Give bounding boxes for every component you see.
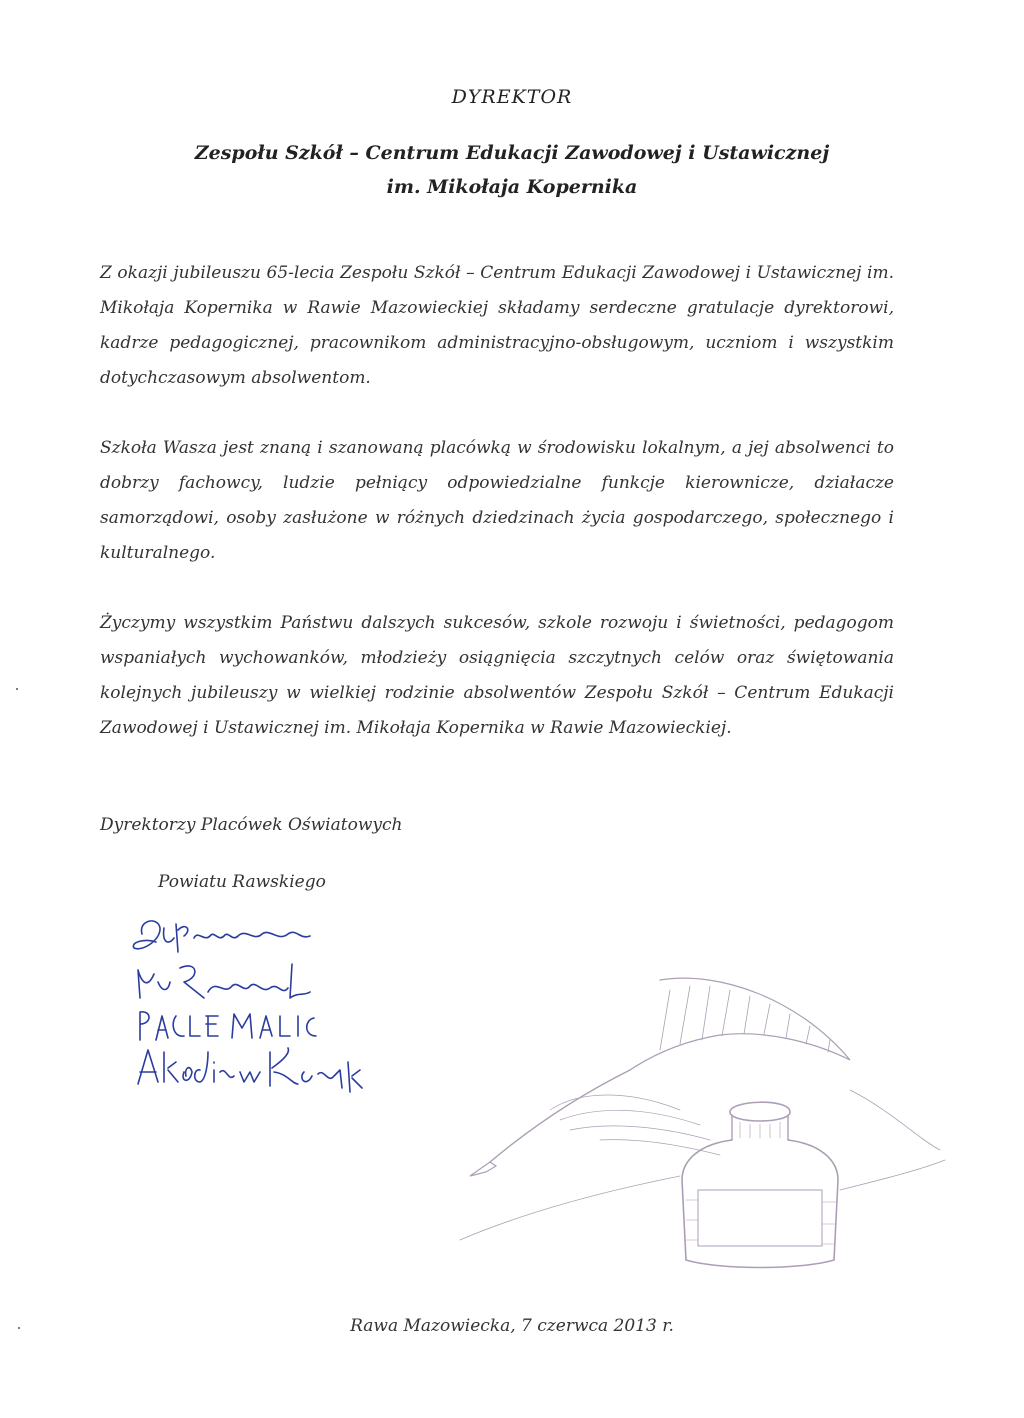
scan-speck bbox=[18, 1327, 20, 1329]
addressee-line-2: im. Mikołaja Kopernika bbox=[386, 176, 638, 198]
body-paragraph-3: Życzymy wszystkim Państwu dalszych sukcesów, szkole rozwoju i świetności, pedagogom wspaniałych wychowanków, młodzieży osiągnięcia szczytnych celów oraz świętowania kolejnych jubileuszy w wielkiej rodzinie absolwentów Zespołu Szkół – Centrum Edukacji Zawodowej i Ustawicznej im. Mikołaja Kopernika w Rawie Mazowieckiej. bbox=[100, 613, 894, 738]
scan-speck bbox=[16, 688, 18, 690]
body-paragraph-2: Szkoła Wasza jest znaną i szanowaną placówką w środowisku lokalnym, a jej absolwenci to dobrzy fachowcy, ludzie pełniący odpowiedzialne funkcje kierownicze, działacze samorządowi, osoby zasłużone w różnych dziedzinach życia gospodarczego, społecznego i kulturalnego. bbox=[100, 438, 894, 563]
quill-and-inkwell-sketch bbox=[430, 940, 950, 1270]
letter-addressee bbox=[0, 136, 1024, 204]
signatory-line-2: Powiatu Rawskiego bbox=[158, 872, 326, 892]
handwritten-signatures bbox=[128, 912, 368, 1097]
place-and-date: Rawa Mazowiecka, 7 czerwca 2013 r. bbox=[350, 1316, 674, 1336]
addressee-line-1: Zespołu Szkół – Centrum Edukacji Zawodowej i Ustawicznej bbox=[194, 142, 830, 164]
letter-title: DYREKTOR bbox=[451, 86, 573, 108]
signatory-line-1: Dyrektorzy Placówek Oświatowych bbox=[100, 815, 403, 835]
body-paragraph-1: Z okazji jubileuszu 65-lecia Zespołu Szkół – Centrum Edukacji Zawodowej i Ustawicznej im. Mikołaja Kopernika w Rawie Mazowieckiej składamy serdeczne gratulacje dyrektorowi, kadrze pedagogicznej, pracownikom administracyjno-obsługowym, uczniom i wszystkim dotychczasowym absolwentom. bbox=[100, 263, 894, 388]
